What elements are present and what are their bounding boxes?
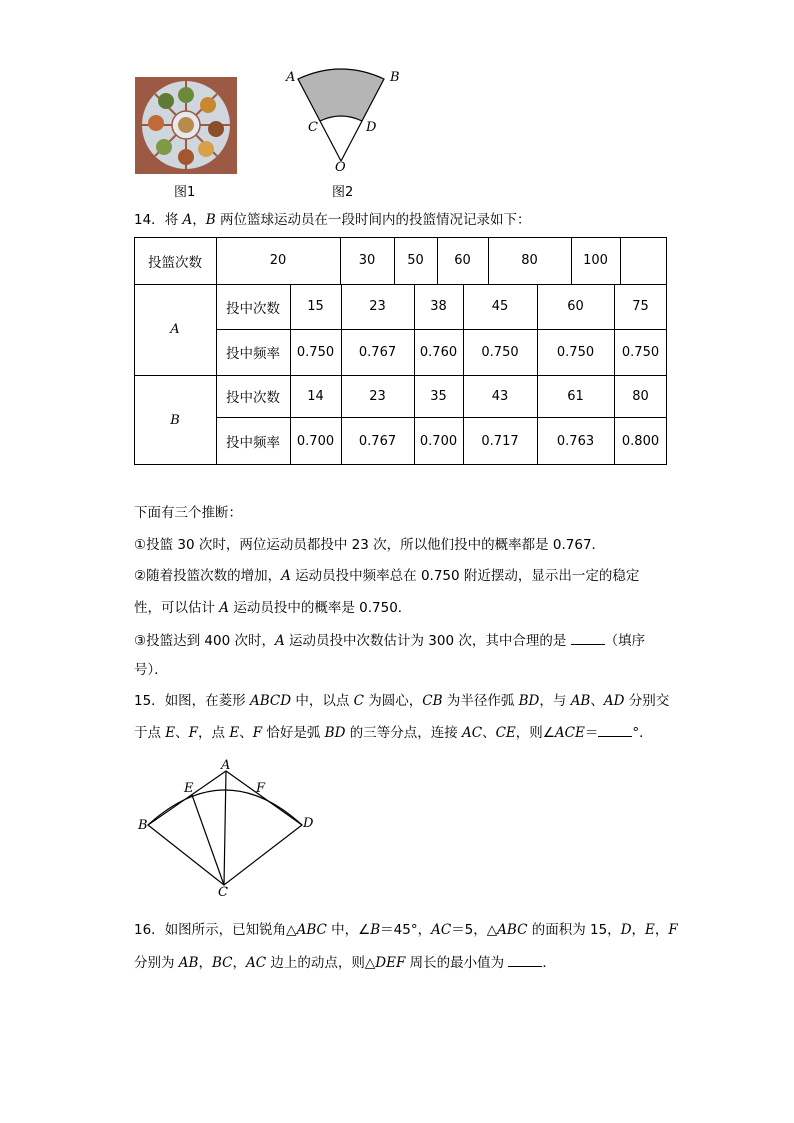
- row-label: 投中频率: [226, 346, 280, 362]
- fig1-plate-photo: [135, 77, 237, 174]
- fig1-caption: 图1: [174, 185, 196, 200]
- q14-intro: 14．将 A，B 两位篮球运动员在一段时间内的投篮情况记录如下：: [134, 212, 531, 228]
- q14-judgement-3-line1: ③投篮达到 400 次时，A 运动员投中次数估计为 300 次，其中合理的是 （填序: [134, 630, 645, 651]
- fig2-label-o: O: [335, 160, 346, 175]
- q14-judgement-3-line2: 号）．: [134, 662, 168, 678]
- fig2-label-c: C: [308, 120, 318, 135]
- q15-line2: 于点 E、F，点 E、F 恰好是弧 BD 的三等分点，连接 AC、CE，则∠ACE＝ °．: [134, 722, 653, 743]
- q15-label-b: B: [138, 818, 148, 833]
- header-label: 投篮次数: [148, 254, 202, 271]
- q15-answer-blank[interactable]: [598, 722, 632, 737]
- q15-label-a: A: [221, 758, 231, 773]
- header-value: 100: [583, 253, 608, 268]
- table-cell: 0.700: [419, 433, 458, 449]
- q15-rhombus-diagram: [130, 755, 330, 905]
- q14-answer-blank[interactable]: [571, 630, 605, 645]
- q15-number: 15．: [134, 693, 165, 709]
- q15-label-c: C: [218, 885, 228, 900]
- q14-judge-intro: 下面有三个推断：: [134, 505, 242, 521]
- table-cell: 14: [307, 388, 324, 404]
- player-b-label: B: [170, 412, 180, 428]
- table-cell: 61: [567, 388, 584, 404]
- table-cell: 0.763: [556, 433, 595, 449]
- fig2-label-b: B: [390, 70, 400, 85]
- row-label: 投中频率: [226, 435, 280, 451]
- table-cell: 0.767: [358, 433, 397, 449]
- q15-label-d: D: [303, 816, 314, 831]
- plate-illustration: [135, 77, 237, 174]
- header-value: 30: [358, 253, 376, 268]
- table-cell: 38: [430, 299, 447, 314]
- table-cell: 0.800: [621, 433, 660, 449]
- fig2-label-a: A: [286, 70, 296, 85]
- table-cell: 0.750: [556, 344, 595, 360]
- row-label: 投中次数: [226, 390, 280, 406]
- row-label: 投中次数: [226, 300, 280, 317]
- header-value: 20: [269, 253, 287, 268]
- table-cell: 23: [369, 299, 386, 314]
- q14-number: 14．: [134, 212, 165, 228]
- table-cell: 80: [632, 388, 649, 404]
- fig2-caption: 图2: [332, 185, 354, 200]
- q14-data-table: [134, 237, 667, 465]
- q16-number: 16．: [134, 922, 165, 938]
- table-cell: 15: [307, 299, 324, 314]
- player-a-label: A: [170, 322, 180, 337]
- table-cell: 43: [491, 388, 509, 404]
- header-value: 50: [407, 253, 424, 268]
- table-cell: 0.750: [481, 344, 519, 360]
- table-cell: 45: [491, 299, 509, 314]
- q15-label-f: F: [256, 781, 266, 796]
- q16-line2: 分别为 AB，BC，AC 边上的动点，则△DEF 周长的最小值为 ．: [134, 952, 556, 973]
- q14-judgement-2-line1: ②随着投篮次数的增加，A 运动员投中频率总在 0.750 附近摆动，显示出一定的稳定: [134, 568, 640, 584]
- q14-judgement-1: ①投篮 30 次时，两位运动员都投中 23 次，所以他们投中的概率都是 0.767．: [134, 537, 606, 553]
- table-cell: 60: [567, 299, 584, 314]
- table-cell: 35: [430, 388, 447, 404]
- q14-judgement-2-line2: 性，可以估计 A 运动员投中的概率是 0.750．: [134, 600, 412, 616]
- header-value: 60: [454, 253, 471, 268]
- table-cell: 0.767: [358, 344, 397, 360]
- table-cell: 0.700: [296, 433, 335, 449]
- fig2-label-d: D: [366, 120, 377, 135]
- table-cell: 0.760: [419, 344, 458, 360]
- table-cell: 23: [369, 388, 386, 404]
- q15-line1: 15．如图，在菱形 ABCD 中，以点 C 为圆心，CB 为半径作弧 BD，与 AB、AD 分别交: [134, 693, 670, 709]
- table-cell: 0.750: [621, 344, 660, 360]
- table-cell: 0.717: [481, 433, 519, 449]
- header-value: 80: [521, 253, 538, 268]
- table-cell: 0.750: [296, 344, 335, 360]
- q15-label-e: E: [184, 781, 194, 796]
- q16-answer-blank[interactable]: [508, 952, 542, 967]
- q16-line1: 16．如图所示，已知锐角△ABC 中，∠B＝45°，AC＝5，△ABC 的面积为 15，D，E，F: [134, 922, 678, 938]
- table-cell: 75: [632, 299, 649, 314]
